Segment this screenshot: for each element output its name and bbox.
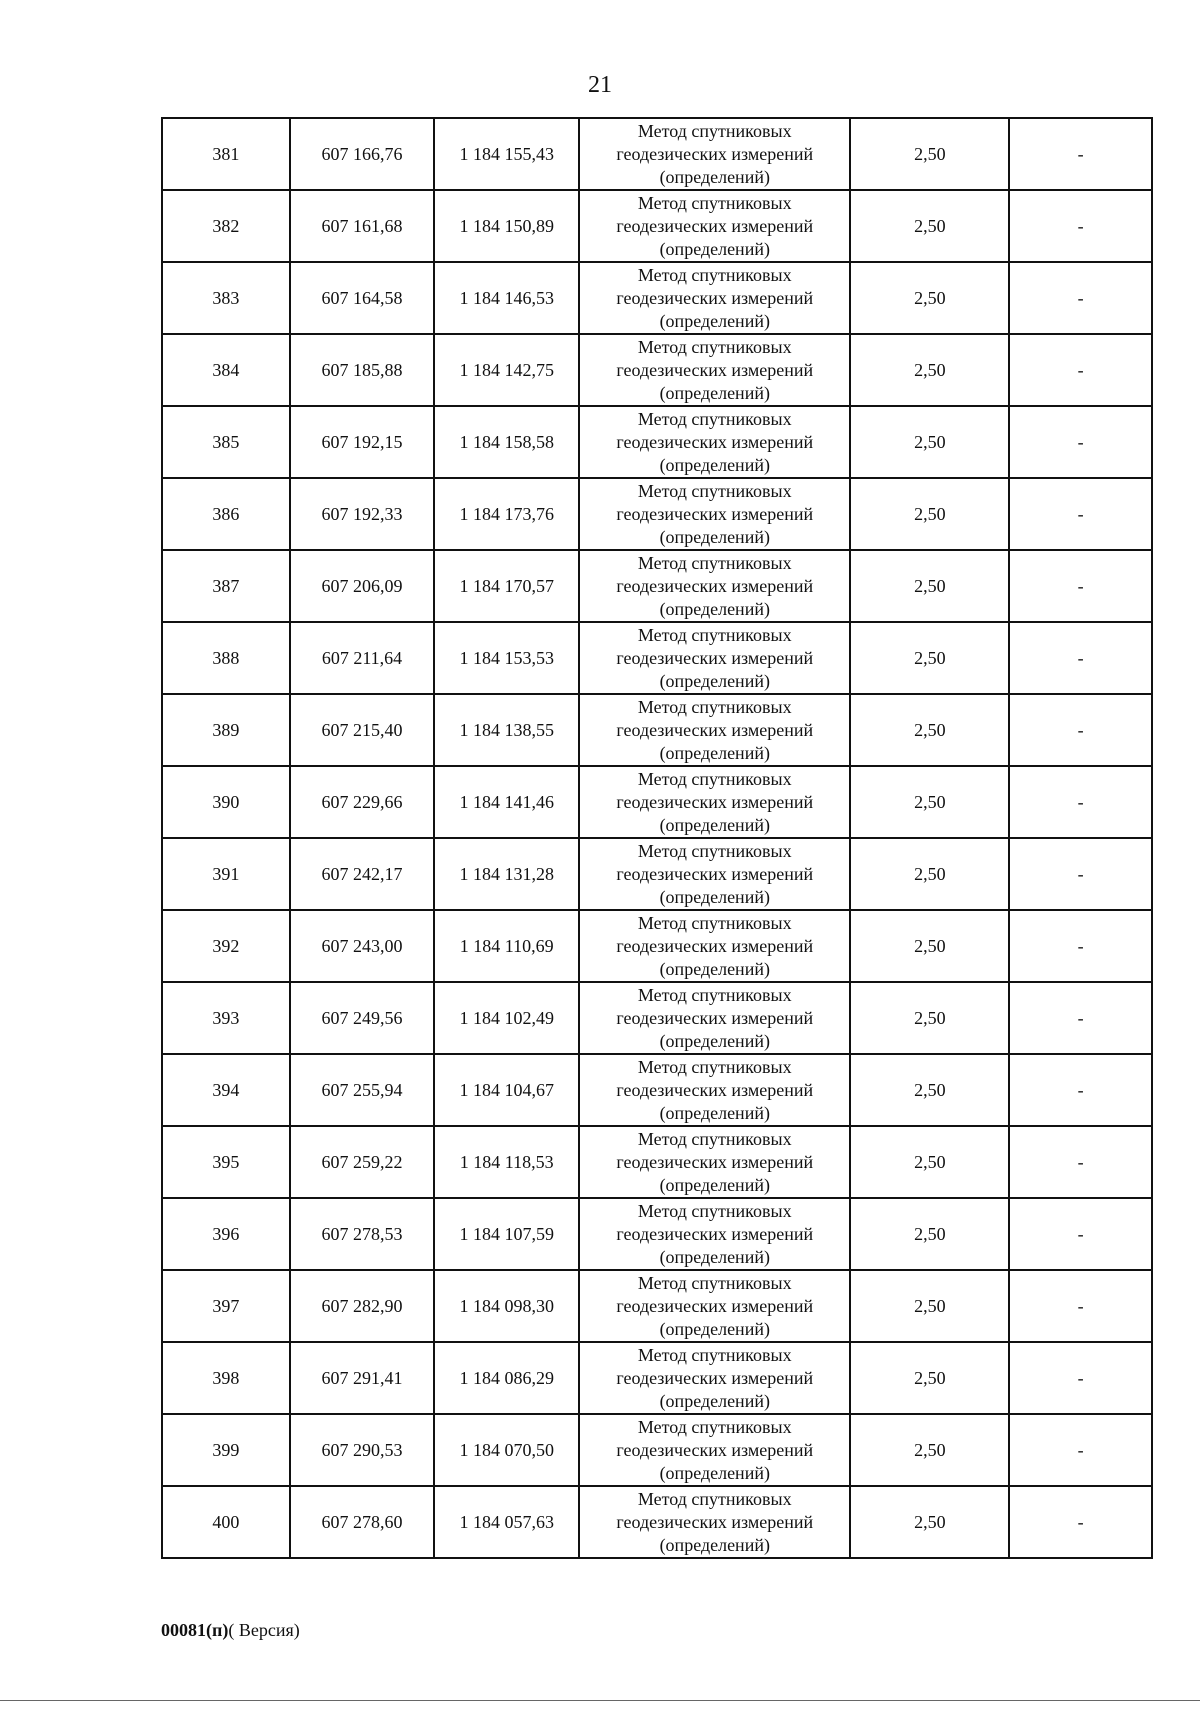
- method-line: геодезических измерений: [616, 1295, 814, 1316]
- note-cell: -: [1009, 550, 1152, 622]
- note-cell: -: [1009, 118, 1152, 190]
- accuracy-cell: 2,50: [850, 1342, 1009, 1414]
- point-number-cell: 392: [162, 910, 290, 982]
- accuracy-cell: 2,50: [850, 622, 1009, 694]
- x-coordinate-cell: 607 243,00: [290, 910, 435, 982]
- table-row: [162, 190, 1152, 262]
- method-line: Метод спутниковых: [637, 1416, 792, 1437]
- table-row: [162, 1126, 1152, 1198]
- method-cell: [579, 478, 850, 550]
- x-coordinate-cell: 607 259,22: [290, 1126, 435, 1198]
- method-line: геодезических измерений: [616, 431, 814, 452]
- method-line: геодезических измерений: [616, 647, 814, 668]
- method-cell: [579, 1342, 850, 1414]
- method-line: геодезических измерений: [616, 863, 814, 884]
- y-coordinate-cell: 1 184 110,69: [434, 910, 579, 982]
- method-line: (определений): [659, 1462, 770, 1483]
- table-row: [162, 334, 1152, 406]
- point-number-cell: 391: [162, 838, 290, 910]
- method-line: (определений): [659, 454, 770, 475]
- method-line: Метод спутниковых: [637, 480, 792, 501]
- y-coordinate-cell: 1 184 150,89: [434, 190, 579, 262]
- method-line: (определений): [659, 1390, 770, 1411]
- x-coordinate-cell: 607 185,88: [290, 334, 435, 406]
- point-number-cell: 394: [162, 1054, 290, 1126]
- method-line: (определений): [659, 1534, 770, 1555]
- method-line: (определений): [659, 742, 770, 763]
- method-cell: [579, 118, 850, 190]
- note-cell: -: [1009, 1342, 1152, 1414]
- method-line: Метод спутниковых: [637, 696, 792, 717]
- x-coordinate-cell: 607 166,76: [290, 118, 435, 190]
- note-cell: -: [1009, 982, 1152, 1054]
- method-line: геодезических измерений: [616, 791, 814, 812]
- table-row: [162, 622, 1152, 694]
- method-line: геодезических измерений: [616, 1079, 814, 1100]
- x-coordinate-cell: 607 242,17: [290, 838, 435, 910]
- accuracy-cell: 2,50: [850, 1414, 1009, 1486]
- x-coordinate-cell: 607 249,56: [290, 982, 435, 1054]
- point-number-cell: 400: [162, 1486, 290, 1558]
- point-number-cell: 389: [162, 694, 290, 766]
- x-coordinate-cell: 607 291,41: [290, 1342, 435, 1414]
- point-number-cell: 398: [162, 1342, 290, 1414]
- table-row: [162, 694, 1152, 766]
- accuracy-cell: 2,50: [850, 1198, 1009, 1270]
- method-line: геодезических измерений: [616, 503, 814, 524]
- coordinates-table: [161, 117, 1153, 1559]
- method-cell: [579, 910, 850, 982]
- method-line: геодезических измерений: [616, 1007, 814, 1028]
- method-cell: [579, 1486, 850, 1558]
- y-coordinate-cell: 1 184 131,28: [434, 838, 579, 910]
- note-cell: -: [1009, 1054, 1152, 1126]
- method-line: Метод спутниковых: [637, 984, 792, 1005]
- method-line: (определений): [659, 526, 770, 547]
- method-cell: [579, 1270, 850, 1342]
- accuracy-cell: 2,50: [850, 694, 1009, 766]
- table-row: [162, 838, 1152, 910]
- method-cell: [579, 1054, 850, 1126]
- method-line: Метод спутниковых: [637, 840, 792, 861]
- method-line: Метод спутниковых: [637, 912, 792, 933]
- y-coordinate-cell: 1 184 107,59: [434, 1198, 579, 1270]
- document-code: [161, 1620, 300, 1641]
- method-line: (определений): [659, 814, 770, 835]
- method-cell: [579, 982, 850, 1054]
- accuracy-cell: 2,50: [850, 1054, 1009, 1126]
- note-cell: -: [1009, 262, 1152, 334]
- x-coordinate-cell: 607 278,53: [290, 1198, 435, 1270]
- method-line: Метод спутниковых: [637, 1272, 792, 1293]
- note-cell: -: [1009, 766, 1152, 838]
- note-cell: -: [1009, 190, 1152, 262]
- y-coordinate-cell: 1 184 138,55: [434, 694, 579, 766]
- table-row: [162, 1414, 1152, 1486]
- accuracy-cell: 2,50: [850, 910, 1009, 982]
- method-line: Метод спутниковых: [637, 768, 792, 789]
- method-line: геодезических измерений: [616, 143, 814, 164]
- method-line: геодезических измерений: [616, 287, 814, 308]
- accuracy-cell: 2,50: [850, 1486, 1009, 1558]
- method-line: (определений): [659, 166, 770, 187]
- table-row: [162, 118, 1152, 190]
- note-cell: -: [1009, 478, 1152, 550]
- y-coordinate-cell: 1 184 070,50: [434, 1414, 579, 1486]
- y-coordinate-cell: 1 184 146,53: [434, 262, 579, 334]
- document-version: ( Версия): [228, 1620, 300, 1640]
- x-coordinate-cell: 607 211,64: [290, 622, 435, 694]
- page-number: 21: [588, 72, 612, 98]
- method-line: (определений): [659, 1174, 770, 1195]
- table-row: [162, 982, 1152, 1054]
- table-row: [162, 766, 1152, 838]
- accuracy-cell: 2,50: [850, 838, 1009, 910]
- method-line: Метод спутниковых: [637, 1056, 792, 1077]
- table-row: [162, 910, 1152, 982]
- method-line: геодезических измерений: [616, 215, 814, 236]
- method-line: (определений): [659, 310, 770, 331]
- note-cell: -: [1009, 1486, 1152, 1558]
- method-line: Метод спутниковых: [637, 336, 792, 357]
- point-number-cell: 393: [162, 982, 290, 1054]
- y-coordinate-cell: 1 184 158,58: [434, 406, 579, 478]
- method-line: (определений): [659, 670, 770, 691]
- note-cell: -: [1009, 406, 1152, 478]
- method-line: Метод спутниковых: [637, 624, 792, 645]
- y-coordinate-cell: 1 184 104,67: [434, 1054, 579, 1126]
- x-coordinate-cell: 607 192,33: [290, 478, 435, 550]
- method-line: Метод спутниковых: [637, 192, 792, 213]
- point-number-cell: 397: [162, 1270, 290, 1342]
- point-number-cell: 385: [162, 406, 290, 478]
- method-line: геодезических измерений: [616, 935, 814, 956]
- accuracy-cell: 2,50: [850, 766, 1009, 838]
- method-line: геодезических измерений: [616, 1223, 814, 1244]
- note-cell: -: [1009, 694, 1152, 766]
- y-coordinate-cell: 1 184 170,57: [434, 550, 579, 622]
- y-coordinate-cell: 1 184 142,75: [434, 334, 579, 406]
- x-coordinate-cell: 607 290,53: [290, 1414, 435, 1486]
- accuracy-cell: 2,50: [850, 190, 1009, 262]
- point-number-cell: 396: [162, 1198, 290, 1270]
- method-line: (определений): [659, 598, 770, 619]
- note-cell: -: [1009, 838, 1152, 910]
- bottom-scan-edge: [0, 1700, 1200, 1701]
- method-line: (определений): [659, 238, 770, 259]
- method-line: геодезических измерений: [616, 719, 814, 740]
- table-row: [162, 1270, 1152, 1342]
- method-line: (определений): [659, 1102, 770, 1123]
- x-coordinate-cell: 607 164,58: [290, 262, 435, 334]
- accuracy-cell: 2,50: [850, 118, 1009, 190]
- table-row: [162, 1342, 1152, 1414]
- table-row: [162, 1054, 1152, 1126]
- accuracy-cell: 2,50: [850, 550, 1009, 622]
- y-coordinate-cell: 1 184 057,63: [434, 1486, 579, 1558]
- x-coordinate-cell: 607 229,66: [290, 766, 435, 838]
- note-cell: -: [1009, 1270, 1152, 1342]
- table-row: [162, 262, 1152, 334]
- method-line: Метод спутниковых: [637, 120, 792, 141]
- note-cell: -: [1009, 622, 1152, 694]
- y-coordinate-cell: 1 184 153,53: [434, 622, 579, 694]
- method-cell: [579, 694, 850, 766]
- point-number-cell: 383: [162, 262, 290, 334]
- method-cell: [579, 190, 850, 262]
- method-line: Метод спутниковых: [637, 408, 792, 429]
- x-coordinate-cell: 607 278,60: [290, 1486, 435, 1558]
- table-row: [162, 478, 1152, 550]
- method-cell: [579, 1126, 850, 1198]
- x-coordinate-cell: 607 282,90: [290, 1270, 435, 1342]
- table-row: [162, 1198, 1152, 1270]
- table-body: [162, 118, 1152, 1558]
- method-cell: [579, 1198, 850, 1270]
- accuracy-cell: 2,50: [850, 1270, 1009, 1342]
- table-row: [162, 1486, 1152, 1558]
- x-coordinate-cell: 607 161,68: [290, 190, 435, 262]
- method-cell: [579, 262, 850, 334]
- method-line: Метод спутниковых: [637, 1200, 792, 1221]
- point-number-cell: 399: [162, 1414, 290, 1486]
- y-coordinate-cell: 1 184 098,30: [434, 1270, 579, 1342]
- y-coordinate-cell: 1 184 102,49: [434, 982, 579, 1054]
- accuracy-cell: 2,50: [850, 334, 1009, 406]
- method-line: (определений): [659, 1030, 770, 1051]
- y-coordinate-cell: 1 184 173,76: [434, 478, 579, 550]
- note-cell: -: [1009, 1126, 1152, 1198]
- accuracy-cell: 2,50: [850, 406, 1009, 478]
- note-cell: -: [1009, 334, 1152, 406]
- method-line: геодезических измерений: [616, 359, 814, 380]
- method-line: Метод спутниковых: [637, 552, 792, 573]
- method-line: геодезических измерений: [616, 1151, 814, 1172]
- table-row: [162, 550, 1152, 622]
- note-cell: -: [1009, 910, 1152, 982]
- accuracy-cell: 2,50: [850, 982, 1009, 1054]
- method-line: Метод спутниковых: [637, 264, 792, 285]
- y-coordinate-cell: 1 184 155,43: [434, 118, 579, 190]
- method-line: (определений): [659, 1318, 770, 1339]
- x-coordinate-cell: 607 215,40: [290, 694, 435, 766]
- method-cell: [579, 766, 850, 838]
- method-cell: [579, 622, 850, 694]
- accuracy-cell: 2,50: [850, 478, 1009, 550]
- method-line: геодезических измерений: [616, 1439, 814, 1460]
- method-line: геодезических измерений: [616, 1367, 814, 1388]
- point-number-cell: 386: [162, 478, 290, 550]
- method-line: (определений): [659, 886, 770, 907]
- method-cell: [579, 1414, 850, 1486]
- point-number-cell: 388: [162, 622, 290, 694]
- method-line: геодезических измерений: [616, 1511, 814, 1532]
- x-coordinate-cell: 607 192,15: [290, 406, 435, 478]
- method-cell: [579, 406, 850, 478]
- note-cell: -: [1009, 1198, 1152, 1270]
- point-number-cell: 384: [162, 334, 290, 406]
- point-number-cell: 382: [162, 190, 290, 262]
- method-line: (определений): [659, 958, 770, 979]
- accuracy-cell: 2,50: [850, 262, 1009, 334]
- method-line: (определений): [659, 1246, 770, 1267]
- y-coordinate-cell: 1 184 141,46: [434, 766, 579, 838]
- method-line: (определений): [659, 382, 770, 403]
- table-row: [162, 406, 1152, 478]
- x-coordinate-cell: 607 255,94: [290, 1054, 435, 1126]
- point-number-cell: 395: [162, 1126, 290, 1198]
- method-line: Метод спутниковых: [637, 1488, 792, 1509]
- point-number-cell: 387: [162, 550, 290, 622]
- point-number-cell: 381: [162, 118, 290, 190]
- document-code-number: 00081(п): [161, 1620, 229, 1640]
- note-cell: -: [1009, 1414, 1152, 1486]
- y-coordinate-cell: 1 184 118,53: [434, 1126, 579, 1198]
- accuracy-cell: 2,50: [850, 1126, 1009, 1198]
- y-coordinate-cell: 1 184 086,29: [434, 1342, 579, 1414]
- method-line: Метод спутниковых: [637, 1128, 792, 1149]
- method-cell: [579, 334, 850, 406]
- method-cell: [579, 838, 850, 910]
- method-line: геодезических измерений: [616, 575, 814, 596]
- method-cell: [579, 550, 850, 622]
- point-number-cell: 390: [162, 766, 290, 838]
- method-line: Метод спутниковых: [637, 1344, 792, 1365]
- x-coordinate-cell: 607 206,09: [290, 550, 435, 622]
